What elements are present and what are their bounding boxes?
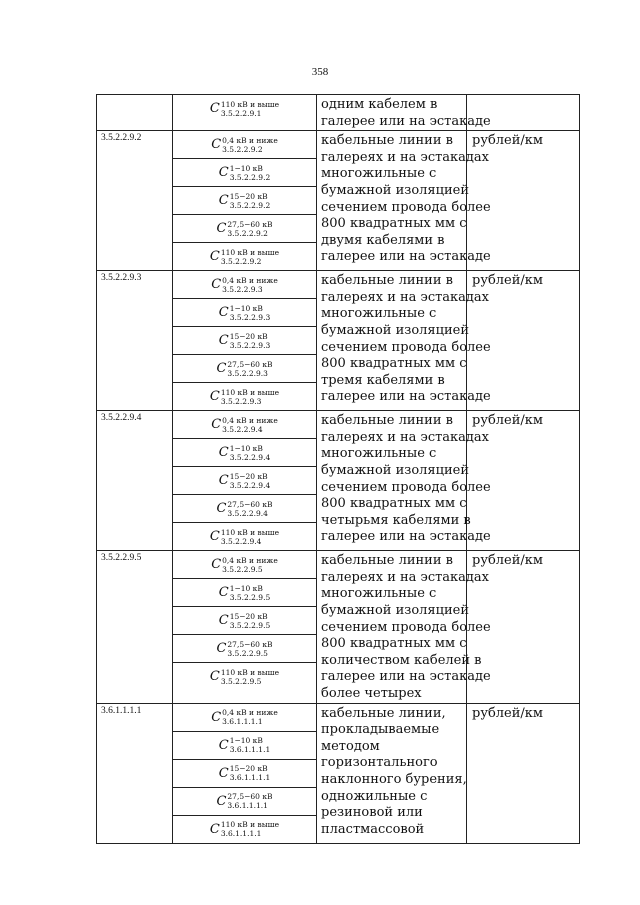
description-line: одножильные с [321, 788, 428, 804]
rate-symbol-subscript: 3.5.2.2.9.3 [222, 284, 263, 294]
rate-symbol-superscript: 15−20 кВ [229, 471, 268, 481]
rate-symbol-subscript: 3.5.2.2.9.3 [229, 340, 271, 350]
rate-symbol-subscript: 3.5.2.2.9.5 [222, 564, 263, 574]
description-cell [317, 271, 491, 411]
unit-cell: рублей/км [467, 271, 580, 411]
rate-symbol-subscript: 3.5.2.2.9.2 [227, 228, 268, 238]
code-cell: 3.5.2.2.9.5 [97, 551, 173, 703]
rate-symbol-superscript: 110 кВ и выше [220, 247, 280, 257]
description-line: галерее или на эстакаде [321, 669, 491, 685]
rate-symbol-subscript: 3.5.2.2.9.5 [220, 676, 262, 686]
rate-symbol-superscript: 15−20 кВ [229, 611, 268, 621]
rate-symbol-superscript: 1−10 кВ [229, 303, 263, 313]
rate-symbol-superscript: 0,4 кВ и ниже [222, 708, 278, 718]
rate-symbol-superscript: 0,4 кВ и ниже [222, 555, 278, 565]
code-cell: 3.5.2.2.9.3 [97, 271, 173, 411]
rate-symbol-superscript: 0,4 кВ и ниже [222, 415, 278, 425]
rate-symbol-subscript: 3.6.1.1.1.1 [222, 717, 263, 727]
code-cell: 3.6.1.1.1.1 [97, 703, 173, 843]
description-line: 800 квадратных мм с [321, 216, 467, 232]
description-line: наклонного бурения, [321, 771, 467, 787]
description-line: пластмассовой [321, 821, 425, 837]
symbol-cell [173, 703, 317, 843]
rate-symbol-subscript: 3.5.2.2.9.2 [222, 144, 263, 154]
rate-symbol-superscript: 1−10 кВ [229, 583, 263, 593]
rate-symbol-subscript: 3.5.2.2.9.4 [229, 480, 271, 490]
description-line: более четырех [321, 685, 422, 701]
rate-symbol-subscript: 3.5.2.2.9.2 [229, 172, 271, 182]
code-cell: 3.5.2.2.9.4 [97, 411, 173, 551]
rate-symbol-subscript: 3.6.1.1.1.1 [227, 801, 268, 811]
rate-symbol: C 27,5−60 кВ 3.5.2.2.9.3 [173, 355, 316, 383]
description-line: бумажной изоляцией [321, 602, 470, 618]
rate-symbol-superscript: 1−10 кВ [229, 163, 263, 173]
code-cell [97, 95, 173, 131]
rate-symbol-superscript: 27,5−60 кВ [227, 219, 273, 229]
description-line: галереях и на эстакадах [321, 289, 490, 305]
rate-symbol-superscript: 110 кВ и выше [220, 527, 280, 537]
description-line: сечением провода более [321, 199, 491, 215]
rate-symbol: C 110 кВ и выше 3.5.2.2.9.2 [209, 247, 280, 266]
rate-symbol-subscript: 3.5.2.2.9.3 [220, 396, 262, 406]
rate-symbol-subscript: 3.5.2.2.9.4 [227, 508, 268, 518]
table-row [97, 131, 580, 271]
table-row [97, 703, 580, 843]
page-number: 358 [311, 66, 329, 78]
rate-symbol: C 0,4 кВ и ниже 3.5.2.2.9.3 [173, 271, 316, 299]
rate-symbol-superscript: 0,4 кВ и ниже [222, 275, 278, 285]
rate-symbol: C 0,4 кВ и ниже 3.6.1.1.1.1 [173, 704, 316, 732]
unit-cell: рублей/км [467, 131, 580, 271]
description-line: двумя кабелями в [321, 232, 445, 248]
rate-symbol: C 1−10 кВ 3.5.2.2.9.4 [173, 439, 316, 467]
rate-symbol: C 110 кВ и выше 3.5.2.2.9.5 [209, 667, 280, 686]
description-cell [317, 95, 491, 131]
description-line: многожильные с [321, 446, 437, 462]
rate-symbol-subscript: 3.5.2.2.9.3 [229, 312, 271, 322]
rate-symbol-superscript: 27,5−60 кВ [227, 639, 273, 649]
rate-symbol-superscript: 27,5−60 кВ [227, 499, 273, 509]
rate-symbol-subscript: 3.5.2.2.9.5 [229, 592, 271, 602]
description-cell [317, 131, 491, 271]
rate-symbol-subscript: 3.5.2.2.9.5 [229, 620, 271, 630]
rate-symbol: C 1−10 кВ 3.5.2.2.9.2 [173, 159, 316, 187]
rate-symbol-subscript: 3.5.2.2.9.4 [229, 452, 271, 462]
rate-symbol: C 110 кВ и выше 3.6.1.1.1.1 [209, 820, 280, 839]
rate-symbol-superscript: 15−20 кВ [229, 191, 268, 201]
rate-symbol-superscript: 15−20 кВ [229, 764, 268, 774]
rate-symbol: C 15−20 кВ 3.5.2.2.9.2 [173, 187, 316, 215]
symbol-cell [173, 95, 317, 131]
description-line: кабельные линии в [321, 413, 453, 429]
rate-symbol: C 27,5−60 кВ 3.6.1.1.1.1 [173, 788, 316, 816]
description-line: галерее или на эстакаде [321, 529, 491, 545]
rate-symbol-superscript: 1−10 кВ [229, 736, 263, 746]
description-line: многожильные с [321, 306, 437, 322]
description-cell [317, 703, 467, 843]
description-cell [317, 551, 491, 703]
description-line: кабельные линии, [321, 705, 446, 721]
symbol-cell [173, 411, 317, 551]
rate-symbol: C 110 кВ и выше 3.5.2.2.9.3 [209, 387, 280, 406]
rate-symbol-superscript: 15−20 кВ [229, 331, 268, 341]
rate-symbol: C 0,4 кВ и ниже 3.5.2.2.9.5 [173, 551, 316, 579]
description-line: галерее или на эстакаде [321, 113, 491, 129]
description-line: 800 квадратных мм с [321, 356, 467, 372]
unit-cell: рублей/км [467, 411, 580, 551]
tariff-table [96, 94, 580, 844]
description-line: галерее или на эстакаде [321, 389, 491, 405]
description-line: резиновой или [321, 805, 423, 821]
rate-symbol: C 1−10 кВ 3.5.2.2.9.5 [173, 579, 316, 607]
table-row [97, 551, 580, 703]
table-row-continuation [97, 95, 580, 131]
rate-symbol-subscript: 3.5.2.2.9.4 [220, 536, 262, 546]
description-line: бумажной изоляцией [321, 182, 470, 198]
rate-symbol-superscript: 110 кВ и выше [220, 820, 280, 830]
table-row [97, 271, 580, 411]
unit-cell: рублей/км [467, 703, 580, 843]
table-row [97, 411, 580, 551]
rate-symbol-subscript: 3.5.2.2.9.5 [227, 648, 268, 658]
description-cell [317, 411, 491, 551]
description-line: многожильные с [321, 586, 437, 602]
description-line: кабельные линии в [321, 273, 453, 289]
rate-symbol-superscript: 110 кВ и выше [220, 667, 280, 677]
description-line: галереях и на эстакадах [321, 429, 490, 445]
rate-symbol-subscript: 3.5.2.2.9.4 [222, 424, 263, 434]
rate-symbol: C 1−10 кВ 3.5.2.2.9.3 [173, 299, 316, 327]
rate-symbol: C 110 кВ и выше 3.5.2.2.9.4 [209, 527, 280, 546]
description-line: четырьмя кабелями в [321, 512, 471, 528]
description-line: 800 квадратных мм с [321, 636, 467, 652]
rate-symbol: C 27,5−60 кВ 3.5.2.2.9.4 [173, 495, 316, 523]
description-line: галереях и на эстакадах [321, 149, 490, 165]
rate-symbol: C 0,4 кВ и ниже 3.5.2.2.9.2 [173, 131, 316, 159]
unit-cell: рублей/км [467, 551, 580, 703]
rate-symbol-subscript: 3.5.2.2.9.1 [220, 108, 262, 118]
description-line: одним кабелем в [321, 97, 438, 112]
rate-symbol: C 15−20 кВ 3.5.2.2.9.3 [173, 327, 316, 355]
description-line: галерее или на эстакаде [321, 249, 491, 265]
rate-symbol: C 0,4 кВ и ниже 3.5.2.2.9.4 [173, 411, 316, 439]
symbol-cell [173, 271, 317, 411]
rate-symbol-subscript: 3.5.2.2.9.3 [227, 368, 268, 378]
rate-symbol-subscript: 3.6.1.1.1.1 [229, 773, 271, 783]
description-line: галереях и на эстакадах [321, 569, 490, 585]
description-line: методом [321, 738, 380, 754]
rate-symbol-superscript: 0,4 кВ и ниже [222, 135, 278, 145]
rate-symbol: C 15−20 кВ 3.5.2.2.9.5 [173, 607, 316, 635]
description-line: многожильные с [321, 166, 437, 182]
rate-symbol: C 15−20 кВ 3.5.2.2.9.4 [173, 467, 316, 495]
rate-symbol-superscript: 1−10 кВ [229, 443, 263, 453]
rate-symbol-subscript: 3.6.1.1.1.1 [220, 829, 262, 839]
rate-symbol: C 15−20 кВ 3.6.1.1.1.1 [173, 760, 316, 788]
code-cell: 3.5.2.2.9.2 [97, 131, 173, 271]
rate-symbol: C 27,5−60 кВ 3.5.2.2.9.5 [173, 635, 316, 663]
table-body [97, 95, 580, 844]
rate-symbol-subscript: 3.5.2.2.9.2 [220, 256, 262, 266]
rate-symbol-superscript: 110 кВ и выше [220, 99, 280, 109]
description-line: прокладываемые [321, 722, 440, 738]
rate-symbol: C 110 кВ и выше 3.5.2.2.9.1 [209, 99, 280, 118]
description-line: бумажной изоляцией [321, 462, 470, 478]
description-line: сечением провода более [321, 479, 491, 495]
symbol-cell [173, 131, 317, 271]
symbol-cell [173, 551, 317, 703]
rate-symbol-subscript: 3.5.2.2.9.2 [229, 200, 271, 210]
rate-symbol-superscript: 27,5−60 кВ [227, 792, 273, 802]
description-line: количеством кабелей в [321, 652, 482, 668]
description-line: сечением провода более [321, 339, 491, 355]
description-line: кабельные линии в [321, 133, 453, 149]
description-line: 800 квадратных мм с [321, 496, 467, 512]
rate-symbol: C 1−10 кВ 3.6.1.1.1.1 [173, 732, 316, 760]
rate-symbol: C 27,5−60 кВ 3.5.2.2.9.2 [173, 215, 316, 243]
description-line: горизонтального [321, 755, 438, 771]
description-line: кабельные линии в [321, 553, 453, 569]
description-line: сечением провода более [321, 619, 491, 635]
rate-symbol-subscript: 3.6.1.1.1.1 [229, 745, 271, 755]
description-line: тремя кабелями в [321, 372, 445, 388]
rate-symbol-superscript: 110 кВ и выше [220, 387, 280, 397]
description-line: бумажной изоляцией [321, 322, 470, 338]
rate-symbol-superscript: 27,5−60 кВ [227, 359, 273, 369]
